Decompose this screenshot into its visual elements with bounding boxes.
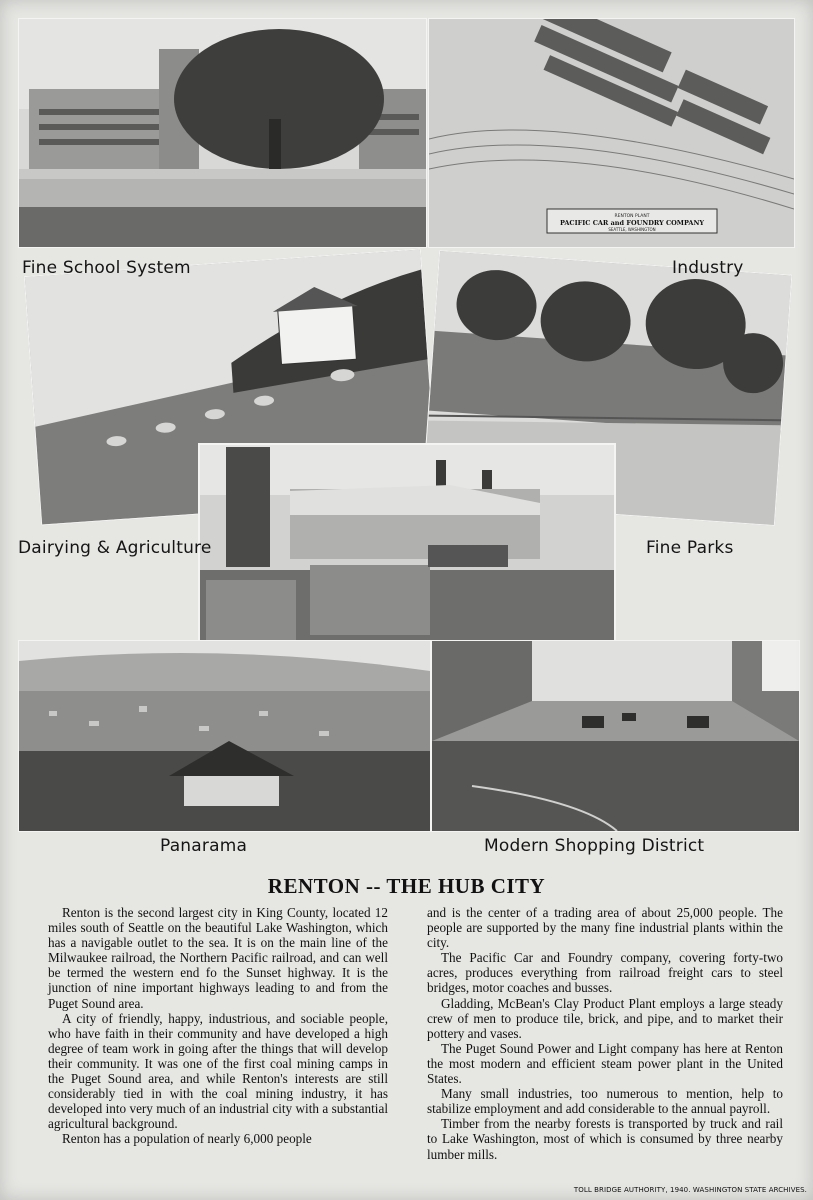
article-title: RENTON -- THE HUB CITY bbox=[267, 874, 546, 898]
right-paragraph-4: The Puget Sound Power and Light company has here at Renton the most modern and efficient steam power plant in the United States. bbox=[427, 1040, 783, 1087]
article-right-column bbox=[427, 905, 783, 1162]
right-paragraph-3: Gladding, McBean's Clay Product Plant employs a large steady crew of men to produce tile, brick, and pipe, and to market their pottery and vases. bbox=[427, 995, 783, 1041]
factory-photo bbox=[198, 443, 616, 644]
left-paragraph-3: Renton has a population of nearly 6,000 people bbox=[62, 1131, 312, 1147]
caption-industry: Industry bbox=[672, 258, 744, 278]
right-paragraph-2: The Pacific Car and Foundry company, covering forty-two acres, produces everything from railroad freight cars to steel bridges, motor coaches and busses. bbox=[427, 950, 783, 996]
industry-photo bbox=[428, 18, 795, 248]
caption-shopping: Modern Shopping District bbox=[484, 836, 705, 856]
caption-panorama: Panarama bbox=[160, 836, 248, 856]
caption-school: Fine School System bbox=[22, 258, 191, 278]
panorama-photo bbox=[18, 640, 431, 832]
right-paragraph-5: Many small industries, too numerous to mention, help to stabilize employment and add considerable to the annual payroll. bbox=[427, 1086, 783, 1117]
sign-company: PACIFIC CAR and FOUNDRY COMPANY bbox=[559, 219, 705, 227]
caption-parks: Fine Parks bbox=[646, 538, 734, 558]
right-paragraph-1: and is the center of a trading area of about 25,000 people. The people are supported by the many fine industrial plants within the city. bbox=[427, 905, 783, 951]
sign-location: SEATTLE, WASHINGTON bbox=[608, 227, 656, 232]
left-paragraph-2: A city of friendly, happy, industrious, and sociable people, who have faith in their community and have developed a high degree of team work in going after the things that will develop their community. It was one of the first coal mining camps in the Puget Sound area, and while Renton's interests are still considerably tied in with the coal mining industry, it has developed into very much of an industrial city with a substantial agricultural background. bbox=[48, 1010, 388, 1132]
sign-plant: RENTON PLANT bbox=[614, 214, 650, 219]
left-paragraph-1: Renton is the second largest city in King County, located 12 miles south of Seattle on the beautiful Lake Washington, which has a navigable outlet to the sea. It is on the main line of the Milwaukee railroad, the Northern Pacific railroad, and can well be termed the western end fo the Sunset highway. It is the junction of nine important highways leading to and from the Puget Sound area. bbox=[48, 905, 388, 1011]
right-paragraph-6: Timber from the nearby forests is transported by truck and rail to Lake Washington, most of which is consumed by three nearby lumber mills. bbox=[427, 1116, 783, 1162]
caption-dairy: Dairying & Agriculture bbox=[18, 538, 212, 558]
school-photo bbox=[18, 18, 427, 248]
archive-credit: TOLL BRIDGE AUTHORITY, 1940. WASHINGTON STATE ARCHIVES. bbox=[573, 1186, 807, 1194]
shopping-photo bbox=[431, 640, 800, 832]
article-left-column bbox=[48, 905, 388, 1147]
